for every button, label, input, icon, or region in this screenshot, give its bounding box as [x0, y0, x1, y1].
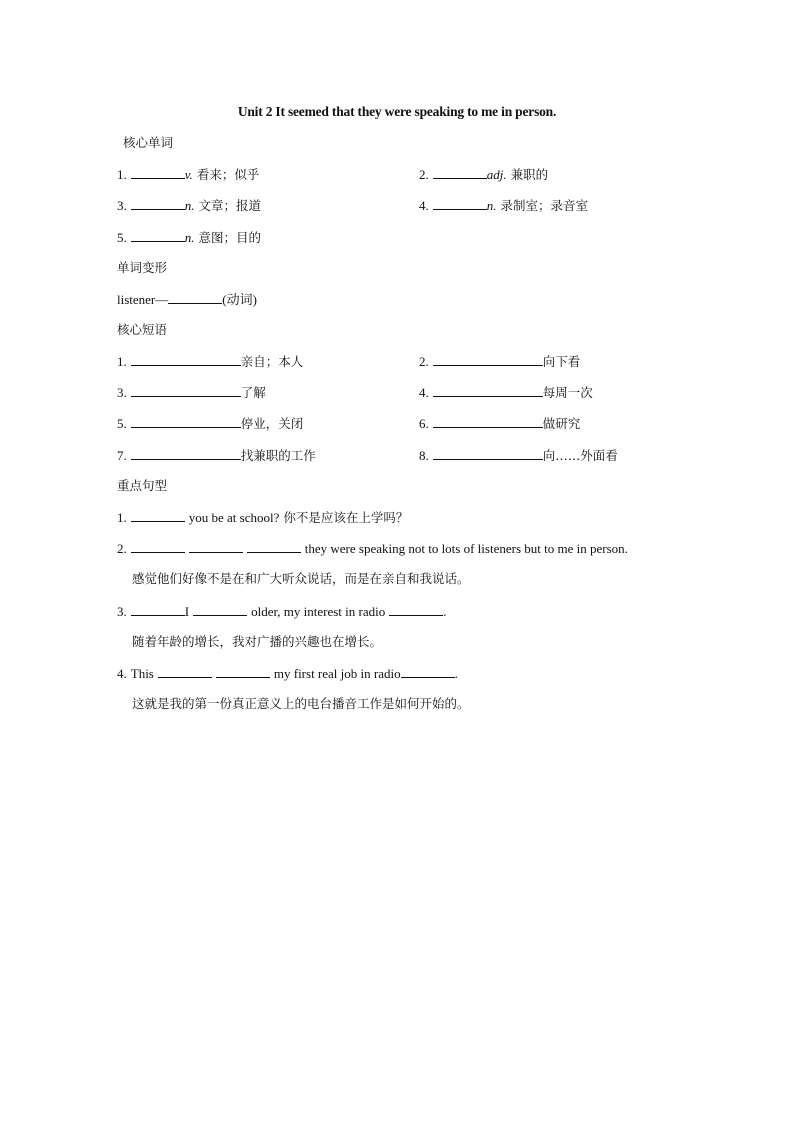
answer-blank[interactable]	[131, 602, 185, 616]
item-number: 2.	[117, 541, 127, 556]
phrase-meaning: 亲自；本人	[240, 354, 304, 369]
word-item-5	[117, 228, 261, 246]
part-of-speech: n.	[184, 230, 195, 245]
phrase-item-5	[117, 414, 303, 432]
sentence-end: .	[443, 604, 447, 619]
section-heading-core-words: 核心单词	[123, 135, 174, 150]
word-meaning: 意图；目的	[198, 230, 262, 245]
answer-blank[interactable]	[131, 228, 185, 242]
item-number: 3.	[117, 198, 127, 213]
item-number: 4.	[117, 666, 127, 681]
answer-blank[interactable]	[189, 539, 243, 553]
answer-blank[interactable]	[131, 446, 241, 460]
sentence-text: This	[130, 666, 154, 681]
item-number: 2.	[419, 167, 429, 182]
answer-blank[interactable]	[433, 352, 543, 366]
phrase-meaning: 向下看	[542, 354, 581, 369]
answer-blank[interactable]	[433, 446, 543, 460]
sentence-end: .	[454, 666, 458, 681]
item-number: 7.	[117, 448, 127, 463]
phrase-meaning: 停业，关闭	[240, 416, 304, 431]
answer-blank[interactable]	[433, 196, 487, 210]
part-of-speech: n.	[486, 198, 497, 213]
sentence-item-1	[117, 508, 408, 526]
phrase-meaning: 找兼职的工作	[240, 448, 316, 463]
answer-blank[interactable]	[168, 290, 222, 304]
item-number: 2.	[419, 354, 429, 369]
item-number: 1.	[117, 510, 127, 525]
sentence-text: my first real job in radio	[273, 666, 401, 681]
phrase-meaning: 了解	[240, 385, 266, 400]
answer-blank[interactable]	[433, 165, 487, 179]
answer-blank[interactable]	[158, 664, 212, 678]
word-meaning: 兼职的	[510, 167, 549, 182]
answer-blank[interactable]	[131, 196, 185, 210]
phrase-item-2	[419, 352, 580, 370]
item-number: 5.	[117, 416, 127, 431]
word-item-3	[117, 196, 261, 214]
phrase-item-8	[419, 446, 618, 464]
answer-blank[interactable]	[131, 383, 241, 397]
part-of-speech: v.	[184, 167, 193, 182]
answer-blank[interactable]	[433, 414, 543, 428]
part-of-speech: adj.	[486, 167, 507, 182]
sentence-translation: 感觉他们好像不是在和广大听众说话，而是在亲自和我说话。	[132, 571, 470, 586]
phrase-item-1	[117, 352, 303, 370]
item-number: 5.	[117, 230, 127, 245]
answer-blank[interactable]	[131, 165, 185, 179]
word-item-4	[419, 196, 588, 214]
word-meaning: 看来；似乎	[196, 167, 260, 182]
item-number: 1.	[117, 354, 127, 369]
phrase-meaning: 向……外面看	[542, 448, 618, 463]
answer-blank[interactable]	[433, 383, 543, 397]
answer-blank[interactable]	[131, 414, 241, 428]
answer-blank[interactable]	[401, 664, 455, 678]
section-heading-key-sentences: 重点句型	[117, 478, 168, 493]
sentence-text: older, my interest in radio	[251, 604, 386, 619]
answer-blank[interactable]	[131, 352, 241, 366]
phrase-item-3	[117, 383, 266, 401]
item-number: 1.	[117, 167, 127, 182]
phrase-item-6	[419, 414, 580, 432]
sentence-chinese: 你不是应该在上学吗？	[283, 510, 409, 525]
sentence-item-3	[117, 602, 446, 620]
sentence-english: you be at school?	[188, 510, 280, 525]
sentence-translation: 随着年龄的增长，我对广播的兴趣也在增长。	[132, 634, 383, 649]
answer-blank[interactable]	[131, 508, 185, 522]
sentence-item-4	[117, 664, 458, 682]
sentence-item-2	[117, 539, 628, 557]
phrase-item-4	[419, 383, 593, 401]
answer-blank[interactable]	[247, 539, 301, 553]
sentence-text: I	[184, 604, 190, 619]
answer-blank[interactable]	[131, 539, 185, 553]
section-heading-word-forms: 单词变形	[117, 260, 168, 275]
word-form-suffix: (动词)	[222, 292, 257, 307]
sentence-translation: 这就是我的第一份真正意义上的电台播音工作是如何开始的。	[132, 696, 470, 711]
item-number: 3.	[117, 604, 127, 619]
part-of-speech: n.	[184, 198, 195, 213]
word-item-1	[117, 165, 259, 183]
item-number: 8.	[419, 448, 429, 463]
phrase-meaning: 每周一次	[542, 385, 593, 400]
answer-blank[interactable]	[193, 602, 247, 616]
word-form-prefix: listener—	[117, 292, 169, 307]
sentence-english: they were speaking not to lots of listeners but to me in person.	[304, 541, 628, 556]
item-number: 4.	[419, 198, 429, 213]
word-meaning: 文章；报道	[198, 198, 262, 213]
item-number: 6.	[419, 416, 429, 431]
word-form-item	[117, 290, 257, 308]
word-item-2	[419, 165, 548, 183]
section-heading-core-phrases: 核心短语	[117, 322, 168, 337]
phrase-meaning: 做研究	[542, 416, 581, 431]
page-title: Unit 2 It seemed that they were speaking to me in person.	[237, 104, 557, 119]
answer-blank[interactable]	[216, 664, 270, 678]
word-meaning: 录制室；录音室	[500, 198, 589, 213]
item-number: 4.	[419, 385, 429, 400]
item-number: 3.	[117, 385, 127, 400]
answer-blank[interactable]	[389, 602, 443, 616]
phrase-item-7	[117, 446, 316, 464]
